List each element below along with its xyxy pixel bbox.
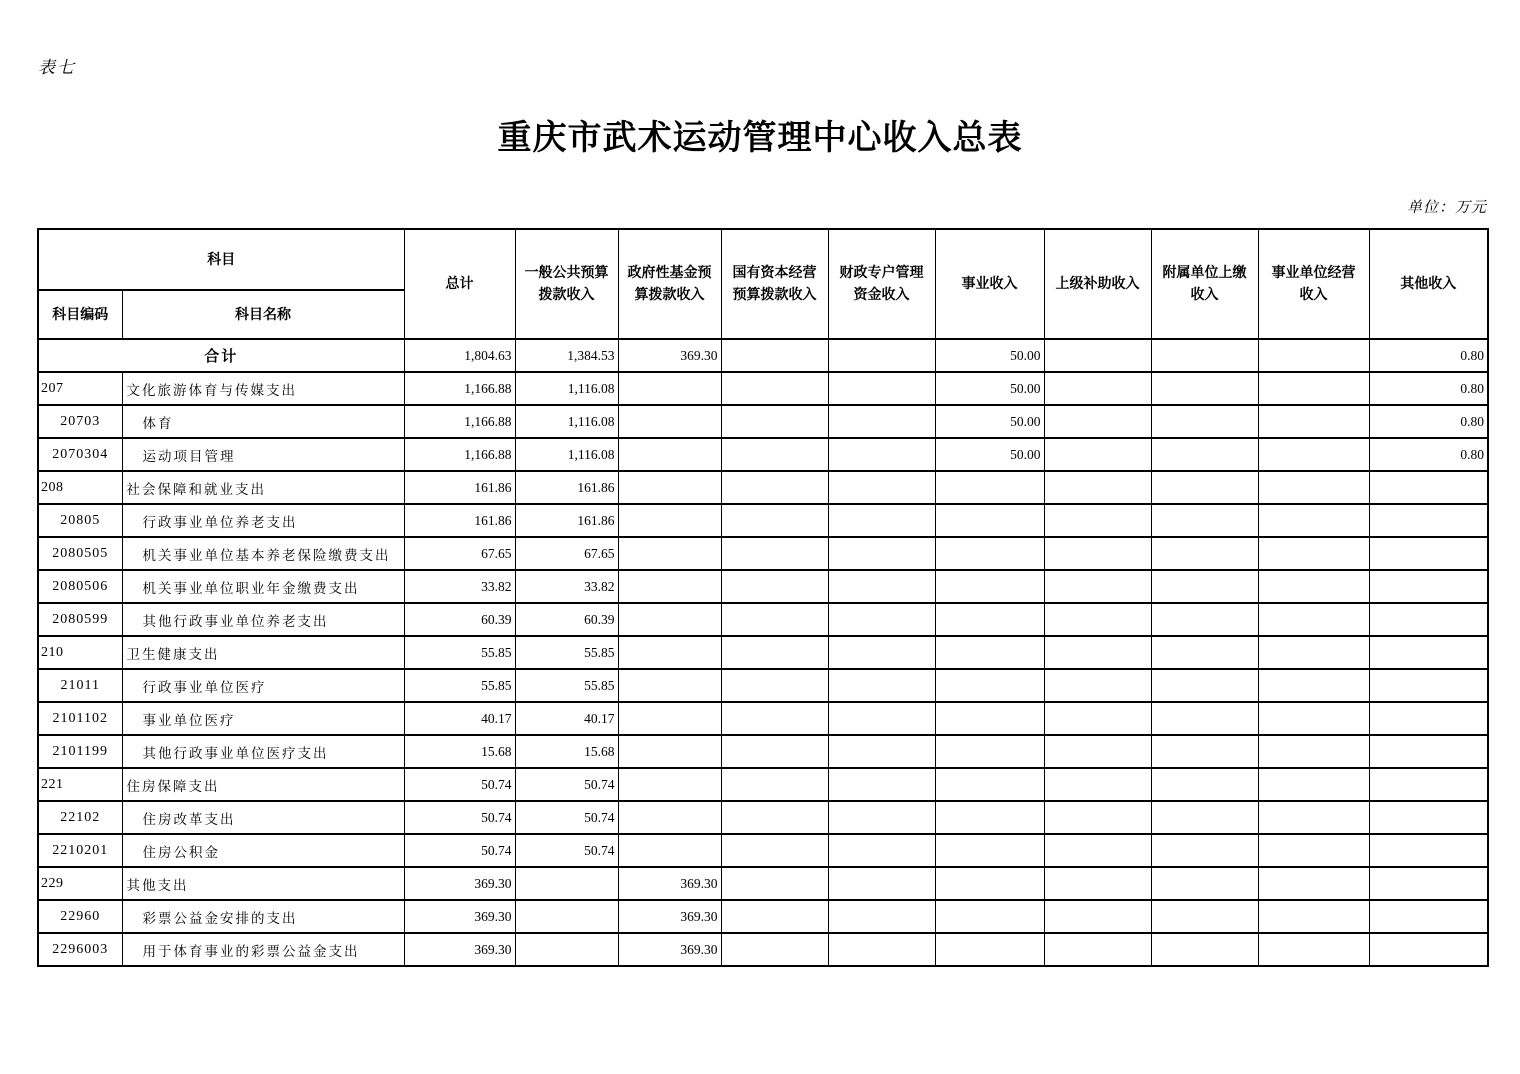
subject-name-cell: 用于体育事业的彩票公益金支出 [122,933,404,966]
value-cell [1044,438,1151,471]
value-cell [935,867,1044,900]
value-cell [935,537,1044,570]
table-header [38,229,1488,339]
value-cell [828,735,935,768]
table-row [38,537,1488,570]
value-cell [1258,405,1369,438]
value-cell [828,570,935,603]
value-cell [828,834,935,867]
value-cell [1151,702,1258,735]
value-cell [1044,702,1151,735]
value-cell [935,702,1044,735]
value-cell: 33.82 [404,570,515,603]
value-cell: 1,116.08 [515,438,618,471]
value-cell: 55.85 [515,636,618,669]
subject-name-cell: 运动项目管理 [122,438,404,471]
value-cell: 15.68 [404,735,515,768]
subject-code-cell: 2080506 [38,570,122,603]
subject-name-cell: 机关事业单位职业年金缴费支出 [122,570,404,603]
value-cell [828,339,935,372]
value-cell [1258,702,1369,735]
value-cell [1258,834,1369,867]
subject-code-cell: 20703 [38,405,122,438]
value-cell [1369,867,1488,900]
subject-code-cell: 207 [38,372,122,405]
value-cell: 60.39 [404,603,515,636]
subject-name-cell: 事业单位医疗 [122,702,404,735]
subject-name-cell: 行政事业单位养老支出 [122,504,404,537]
value-cell [721,537,828,570]
subject-code-cell: 229 [38,867,122,900]
value-cell [1044,735,1151,768]
value-cell [1151,339,1258,372]
value-cell: 1,166.88 [404,372,515,405]
header-fiscal-special-account-income: 财政专户管理资金收入 [828,229,935,339]
value-cell [1151,471,1258,504]
value-cell [721,570,828,603]
value-cell [828,900,935,933]
value-cell [1151,570,1258,603]
value-cell [1258,801,1369,834]
value-cell: 1,116.08 [515,372,618,405]
value-cell: 50.74 [515,834,618,867]
value-cell [721,603,828,636]
header-operating-income: 事业单位经营收入 [1258,229,1369,339]
value-cell [618,735,721,768]
value-cell [618,669,721,702]
subject-name-cell: 文化旅游体育与传媒支出 [122,372,404,405]
value-cell: 369.30 [618,900,721,933]
value-cell [828,636,935,669]
value-cell [1151,933,1258,966]
value-cell [828,669,935,702]
value-cell [935,603,1044,636]
value-cell [935,504,1044,537]
value-cell: 50.74 [404,768,515,801]
value-cell [618,438,721,471]
value-cell [1369,570,1488,603]
value-cell [1044,471,1151,504]
value-cell: 1,166.88 [404,438,515,471]
value-cell [1258,471,1369,504]
header-other-income: 其他收入 [1369,229,1488,339]
value-cell [935,735,1044,768]
value-cell [828,537,935,570]
value-cell [721,900,828,933]
value-cell [1044,339,1151,372]
value-cell [1258,339,1369,372]
subject-name-cell: 住房改革支出 [122,801,404,834]
subject-code-cell: 2296003 [38,933,122,966]
value-cell [1369,834,1488,867]
header-superior-subsidy-income: 上级补助收入 [1044,229,1151,339]
subject-name-cell: 住房公积金 [122,834,404,867]
value-cell: 1,384.53 [515,339,618,372]
value-cell [1369,636,1488,669]
value-cell [1258,768,1369,801]
value-cell [721,636,828,669]
subject-name-cell: 机关事业单位基本养老保险缴费支出 [122,537,404,570]
table-row [38,339,1488,372]
header-row-1 [38,229,1488,290]
subject-code-cell: 208 [38,471,122,504]
value-cell [1151,801,1258,834]
value-cell: 50.00 [935,405,1044,438]
value-cell: 0.80 [1369,372,1488,405]
value-cell [515,900,618,933]
table-row [38,801,1488,834]
value-cell [1044,933,1151,966]
table-row [38,702,1488,735]
value-cell: 161.86 [404,471,515,504]
value-cell [1258,669,1369,702]
value-cell [1044,504,1151,537]
value-cell: 369.30 [404,900,515,933]
value-cell: 55.85 [404,636,515,669]
value-cell [618,603,721,636]
value-cell [1258,735,1369,768]
table-row [38,504,1488,537]
table-row [38,570,1488,603]
value-cell [721,735,828,768]
value-cell: 0.80 [1369,405,1488,438]
value-cell [1151,900,1258,933]
value-cell [1369,603,1488,636]
value-cell [1369,669,1488,702]
value-cell [721,768,828,801]
value-cell [1258,570,1369,603]
value-cell [721,669,828,702]
subject-name-cell: 彩票公益金安排的支出 [122,900,404,933]
value-cell [1258,372,1369,405]
value-cell: 50.00 [935,438,1044,471]
value-cell [935,933,1044,966]
value-cell [1044,669,1151,702]
value-cell [1044,900,1151,933]
value-cell [618,471,721,504]
value-cell: 0.80 [1369,438,1488,471]
value-cell: 50.74 [404,834,515,867]
subject-code-cell: 210 [38,636,122,669]
value-cell [1369,537,1488,570]
value-cell [1151,669,1258,702]
value-cell [721,933,828,966]
value-cell: 1,804.63 [404,339,515,372]
value-cell [828,768,935,801]
table-row [38,834,1488,867]
subject-code-cell: 2080505 [38,537,122,570]
value-cell: 50.00 [935,339,1044,372]
value-cell: 369.30 [404,867,515,900]
value-cell: 0.80 [1369,339,1488,372]
value-cell [1151,735,1258,768]
subject-code-cell: 22102 [38,801,122,834]
value-cell: 369.30 [404,933,515,966]
value-cell [721,834,828,867]
value-cell [721,405,828,438]
subject-code-cell: 2210201 [38,834,122,867]
value-cell: 369.30 [618,339,721,372]
table-row [38,405,1488,438]
table-row [38,933,1488,966]
value-cell [828,933,935,966]
value-cell [1369,768,1488,801]
subject-name-cell: 其他行政事业单位医疗支出 [122,735,404,768]
subject-name-cell: 住房保障支出 [122,768,404,801]
value-cell: 369.30 [618,867,721,900]
value-cell: 50.74 [404,801,515,834]
value-cell [1151,504,1258,537]
value-cell [828,867,935,900]
value-cell [1044,867,1151,900]
value-cell [1369,504,1488,537]
value-cell [1044,801,1151,834]
header-subject-code: 科目编码 [38,290,122,339]
subject-code-cell: 2101199 [38,735,122,768]
value-cell [1369,900,1488,933]
value-cell: 67.65 [515,537,618,570]
subject-code-cell: 2080599 [38,603,122,636]
value-cell [1151,372,1258,405]
value-cell [1151,867,1258,900]
value-cell: 161.86 [515,471,618,504]
value-cell [618,834,721,867]
value-cell [1151,537,1258,570]
value-cell: 161.86 [515,504,618,537]
value-cell [828,372,935,405]
value-cell [1258,504,1369,537]
grand-total-label: 合计 [38,339,404,372]
value-cell: 55.85 [404,669,515,702]
value-cell [618,504,721,537]
value-cell [721,372,828,405]
value-cell [828,504,935,537]
value-cell: 33.82 [515,570,618,603]
value-cell [618,636,721,669]
table-row [38,471,1488,504]
value-cell [935,636,1044,669]
value-cell [618,702,721,735]
value-cell [1044,636,1151,669]
value-cell [1369,735,1488,768]
header-subject-name: 科目名称 [122,290,404,339]
value-cell [1258,603,1369,636]
subject-name-cell: 卫生健康支出 [122,636,404,669]
table-row [38,438,1488,471]
value-cell [935,768,1044,801]
value-cell [1044,405,1151,438]
table-number-label: 表七 [38,58,76,77]
value-cell [618,768,721,801]
value-cell [721,504,828,537]
value-cell [1151,438,1258,471]
value-cell [935,834,1044,867]
header-affiliated-unit-income: 附属单位上缴收入 [1151,229,1258,339]
value-cell [721,702,828,735]
value-cell [1044,372,1151,405]
subject-code-cell: 2101102 [38,702,122,735]
value-cell [1369,702,1488,735]
value-cell [828,801,935,834]
value-cell [721,801,828,834]
header-government-fund-budget-income: 政府性基金预算拨款收入 [618,229,721,339]
value-cell [1044,603,1151,636]
header-business-income: 事业收入 [935,229,1044,339]
value-cell [721,867,828,900]
table-row [38,669,1488,702]
value-cell: 15.68 [515,735,618,768]
value-cell: 55.85 [515,669,618,702]
value-cell [515,933,618,966]
table-row [38,735,1488,768]
subject-code-cell: 22960 [38,900,122,933]
income-summary-table [37,228,1489,967]
table-row [38,603,1488,636]
value-cell [1369,801,1488,834]
value-cell: 1,166.88 [404,405,515,438]
value-cell [721,438,828,471]
page-title: 重庆市武术运动管理中心收入总表 [497,120,1023,157]
value-cell: 369.30 [618,933,721,966]
header-total: 总计 [404,229,515,339]
value-cell [935,471,1044,504]
value-cell [1044,570,1151,603]
value-cell: 40.17 [515,702,618,735]
subject-name-cell: 其他支出 [122,867,404,900]
value-cell [1258,636,1369,669]
value-cell [1258,537,1369,570]
header-general-public-budget-income: 一般公共预算拨款收入 [515,229,618,339]
value-cell [1151,603,1258,636]
value-cell [828,405,935,438]
value-cell [618,537,721,570]
value-cell [721,471,828,504]
header-subject-group: 科目 [38,229,404,290]
value-cell [1151,834,1258,867]
value-cell: 50.00 [935,372,1044,405]
value-cell [828,471,935,504]
table-body [38,339,1488,966]
value-cell [1258,438,1369,471]
value-cell [1044,768,1151,801]
table-row [38,768,1488,801]
value-cell: 50.74 [515,801,618,834]
value-cell [935,900,1044,933]
subject-name-cell: 体育 [122,405,404,438]
value-cell [828,702,935,735]
value-cell [828,438,935,471]
value-cell [935,669,1044,702]
subject-code-cell: 221 [38,768,122,801]
value-cell [618,801,721,834]
subject-name-cell: 社会保障和就业支出 [122,471,404,504]
value-cell: 161.86 [404,504,515,537]
value-cell [1258,867,1369,900]
unit-note: 单位：万元 [1406,200,1487,216]
value-cell: 40.17 [404,702,515,735]
value-cell [515,867,618,900]
value-cell [618,570,721,603]
value-cell: 60.39 [515,603,618,636]
value-cell [618,372,721,405]
table-row [38,636,1488,669]
value-cell [935,570,1044,603]
value-cell: 67.65 [404,537,515,570]
subject-code-cell: 20805 [38,504,122,537]
value-cell [1258,933,1369,966]
value-cell [1258,900,1369,933]
table-row [38,372,1488,405]
value-cell [618,405,721,438]
value-cell [1044,834,1151,867]
value-cell [1151,768,1258,801]
value-cell [828,603,935,636]
value-cell [1044,537,1151,570]
value-cell: 50.74 [515,768,618,801]
value-cell [1151,405,1258,438]
subject-code-cell: 21011 [38,669,122,702]
value-cell [1369,933,1488,966]
value-cell: 1,116.08 [515,405,618,438]
table-row [38,900,1488,933]
subject-name-cell: 其他行政事业单位养老支出 [122,603,404,636]
header-state-capital-budget-income: 国有资本经营预算拨款收入 [721,229,828,339]
value-cell [1151,636,1258,669]
subject-name-cell: 行政事业单位医疗 [122,669,404,702]
subject-code-cell: 2070304 [38,438,122,471]
value-cell [721,339,828,372]
value-cell [935,801,1044,834]
table-row [38,867,1488,900]
value-cell [1369,471,1488,504]
